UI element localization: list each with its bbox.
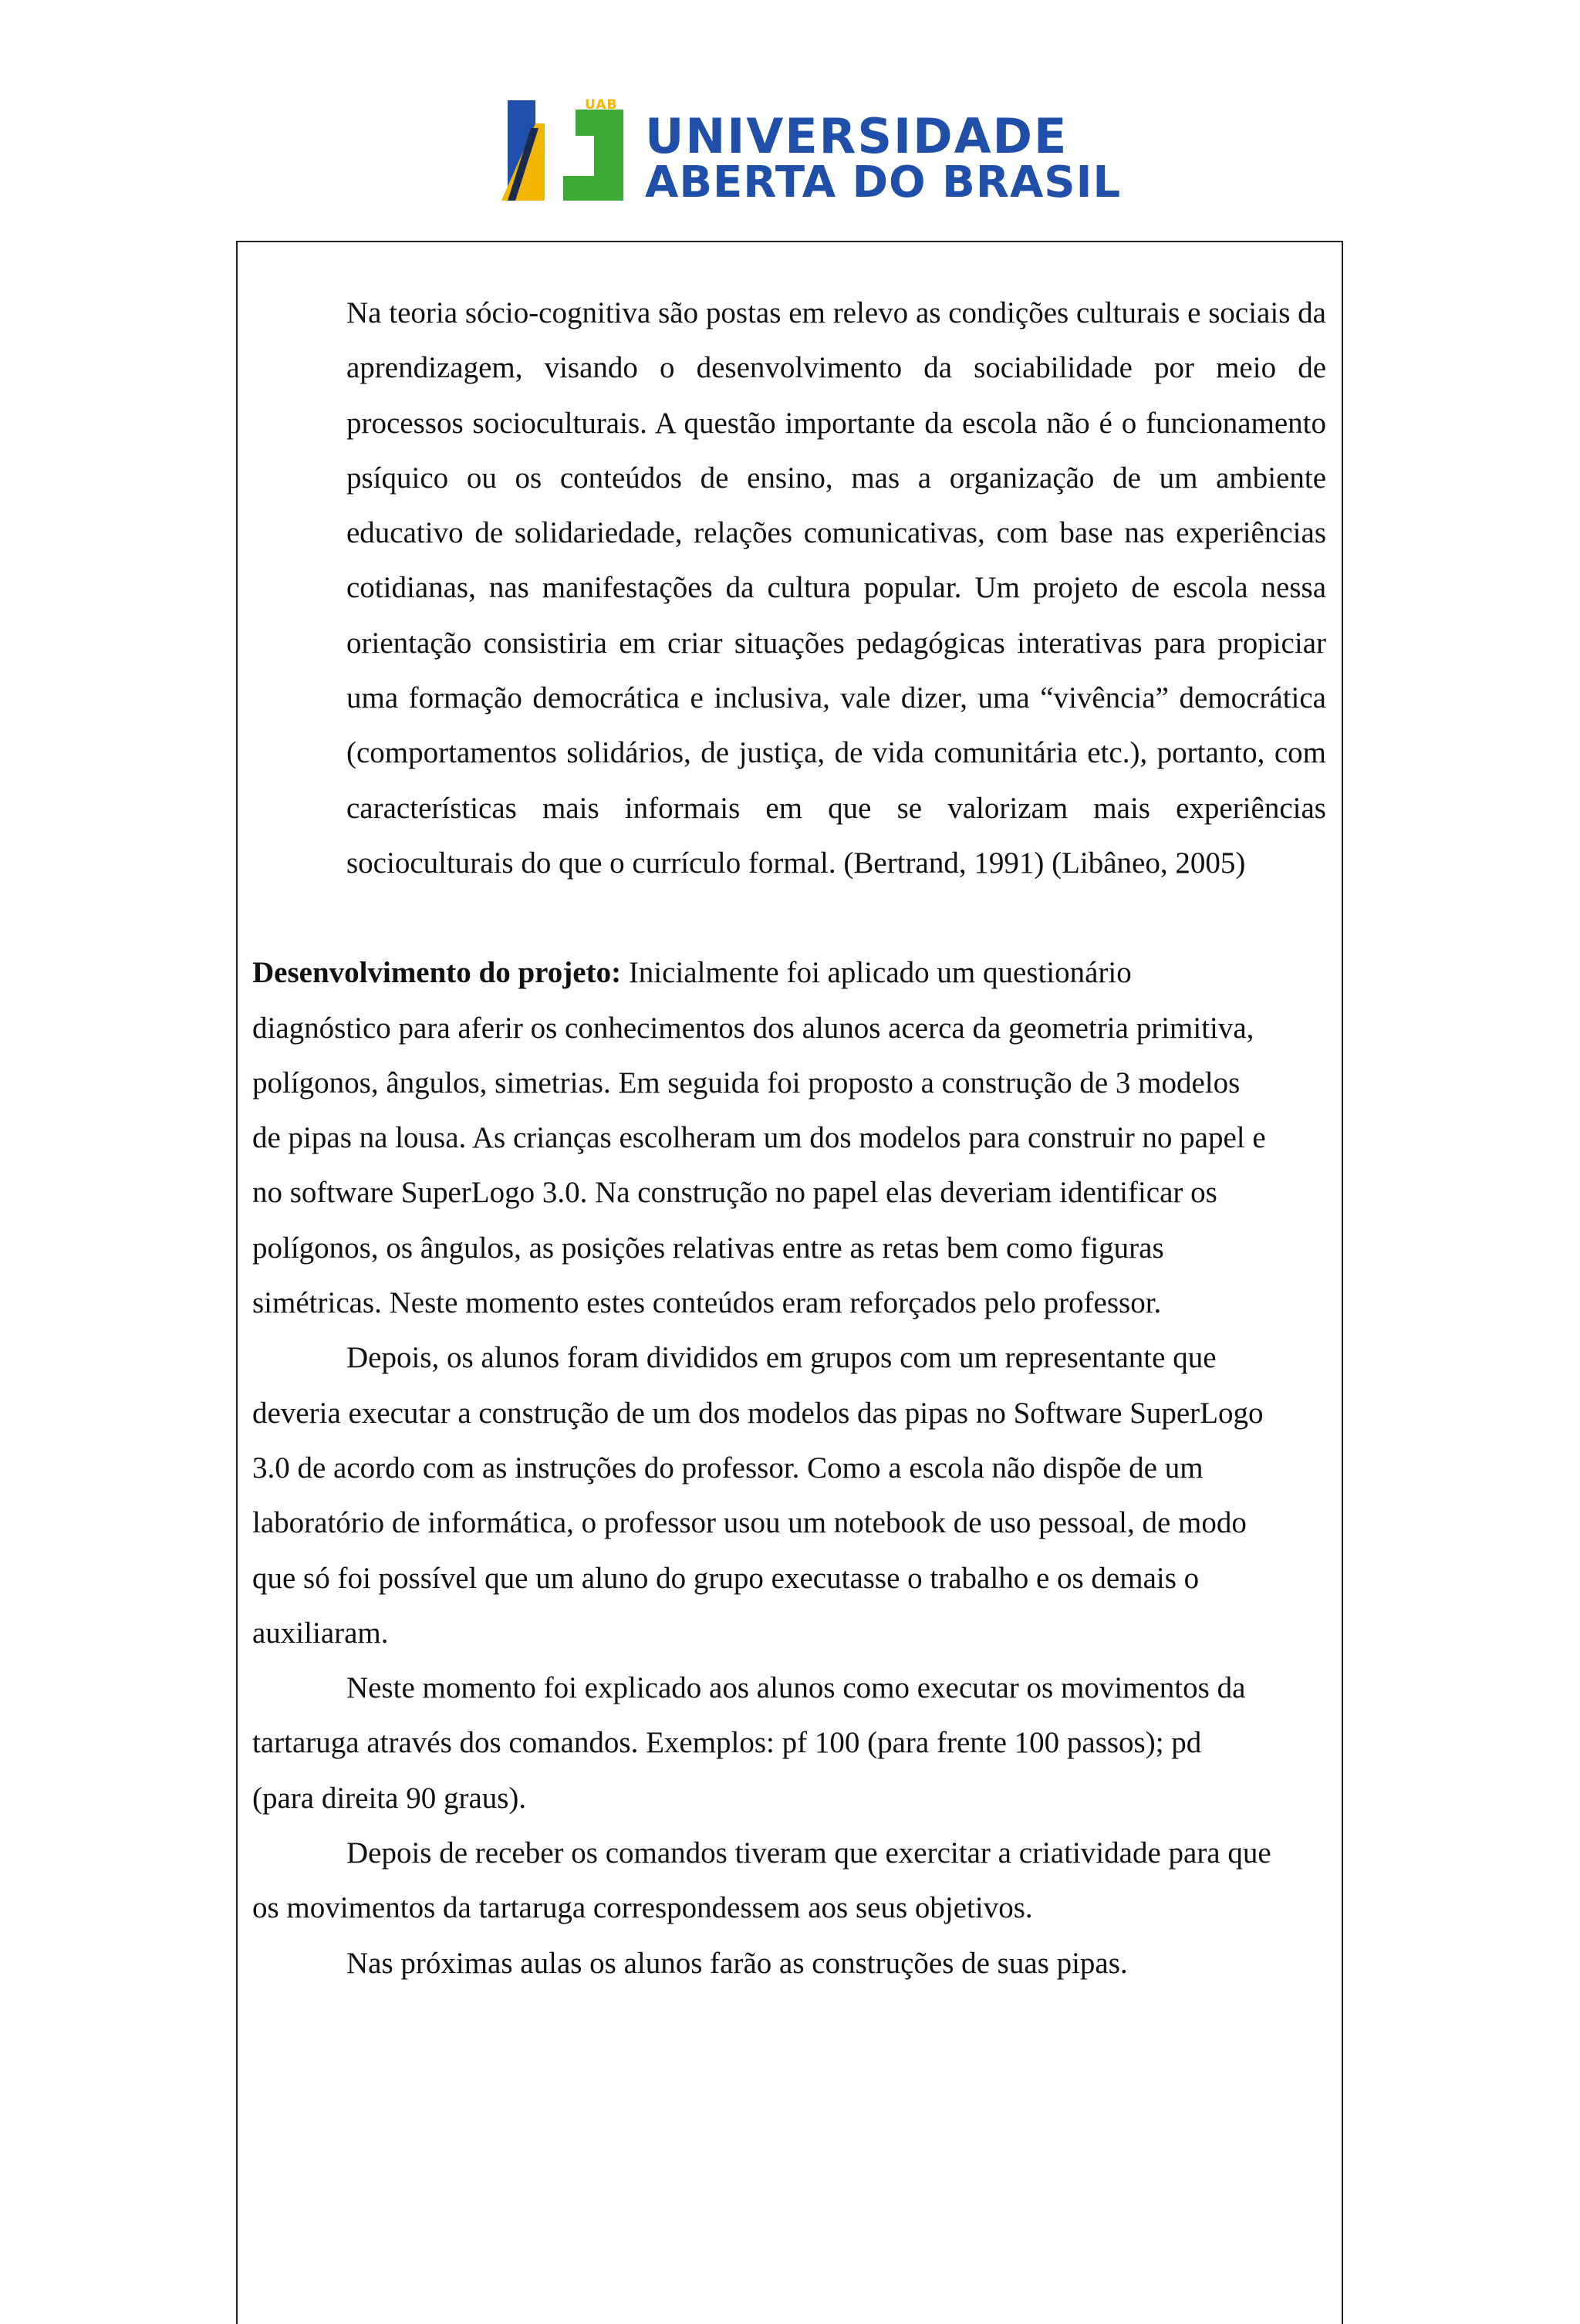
text-line: Depois de receber os comandos tiveram que exercitar a criatividade para que bbox=[346, 1836, 1271, 1870]
text-line: Desenvolvimento do projeto: Inicialmente foi aplicado um questionário bbox=[252, 956, 1132, 990]
section-heading: Desenvolvimento do projeto: bbox=[252, 956, 622, 990]
text-line: diagnóstico para aferir os conhecimentos dos alunos acerca da geometria primitiva, bbox=[252, 1011, 1254, 1045]
text-line: deveria executar a construção de um dos modelos das pipas no Software SuperLogo bbox=[252, 1396, 1264, 1430]
development-paragraph-5 bbox=[252, 1936, 1326, 1991]
text-line: de pipas na lousa. As crianças escolheram um dos modelos para construir no papel e bbox=[252, 1121, 1266, 1155]
text-line: auxiliaram. bbox=[252, 1616, 389, 1650]
text-line: polígonos, os ângulos, as posições relativas entre as retas bem como figuras bbox=[252, 1231, 1164, 1265]
text-line: que só foi possível que um aluno do grupo executasse o trabalho e os demais o bbox=[252, 1561, 1200, 1595]
document-body bbox=[252, 285, 1326, 1991]
logo-uab-label: UAB bbox=[585, 97, 618, 113]
block-quote: Na teoria sócio-cognitiva são postas em relevo as condições culturais e sociais da aprendizagem, visando o desenvolvimento da sociabilidade por meio de processos socioculturais. A questão importante da escola não é o funcionamento psíquico ou os conteúdos de ensino, mas a organização de um ambiente educativo de solidariedade, relações comunicativas, com base nas experiências cotidianas, nas manifestações da cultura popular. Um projeto de escola nessa orientação consistiria em criar situações pedagógicas interativas para propiciar uma formação democrática e inclusiva, vale dizer, uma “vivência” democrática (comportamentos solidários, de justiça, de vida comunitária etc.), portanto, com características mais informais em que se valorizam mais experiências socioculturais do que o currículo formal. (Bertrand, 1991) (Libâneo, 2005) bbox=[346, 296, 1326, 880]
text-line: 3.0 de acordo com as instruções do professor. Como a escola não dispõe de um bbox=[252, 1451, 1204, 1485]
development-paragraph-3 bbox=[252, 1660, 1326, 1826]
uab-logo-mark bbox=[500, 93, 639, 208]
development-paragraph-4 bbox=[252, 1826, 1326, 1936]
development-paragraph-1 bbox=[252, 945, 1326, 1330]
text-line: no software SuperLogo 3.0. Na construção no papel elas deveriam identificar os bbox=[252, 1176, 1217, 1210]
logo-title-line1: UNIVERSIDADE bbox=[645, 108, 1069, 164]
text-line: Nas próximas aulas os alunos farão as construções de suas pipas. bbox=[346, 1946, 1128, 1980]
development-paragraph-2 bbox=[252, 1330, 1326, 1660]
text-line: Neste momento foi explicado aos alunos como executar os movimentos da bbox=[346, 1671, 1246, 1705]
text-line: os movimentos da tartaruga correspondessem aos seus objetivos. bbox=[252, 1891, 1033, 1925]
uab-logo bbox=[500, 93, 1122, 208]
logo-title-line2: ABERTA DO BRASIL bbox=[645, 157, 1122, 208]
text-line: (para direita 90 graus). bbox=[252, 1781, 527, 1815]
text-line: laboratório de informática, o professor usou um notebook de uso pessoal, de modo bbox=[252, 1506, 1247, 1540]
text-line: Depois, os alunos foram divididos em grupos com um representante que bbox=[346, 1341, 1217, 1375]
text-line: simétricas. Neste momento estes conteúdos eram reforçados pelo professor. bbox=[252, 1286, 1162, 1320]
text-line: tartaruga através dos comandos. Exemplos: pf 100 (para frente 100 passos); pd bbox=[252, 1726, 1202, 1760]
spacer bbox=[252, 890, 1326, 945]
text-line: polígonos, ângulos, simetrias. Em seguida foi proposto a construção de 3 modelos bbox=[252, 1066, 1241, 1100]
